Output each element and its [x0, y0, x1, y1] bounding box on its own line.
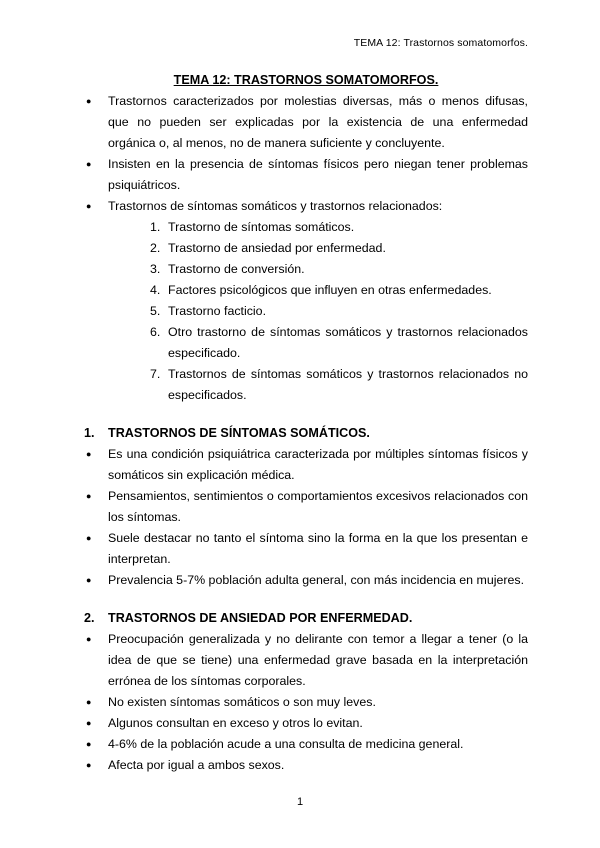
numbered-item	[144, 238, 528, 259]
list-item: ● 4-6% de la población acude a una consulta de medicina general.	[84, 734, 528, 755]
section-heading	[84, 423, 528, 444]
numbered-item	[144, 217, 528, 238]
item-number: 3.	[150, 262, 161, 276]
item-number: 5.	[150, 304, 161, 318]
item-text: Trastorno facticio.	[168, 304, 267, 318]
section-number: 2.	[84, 611, 95, 625]
list-item: ● Insisten en la presencia de síntomas físicos pero niegan tener problemas psiquiátricos.	[84, 154, 528, 196]
item-number: 2.	[150, 241, 161, 255]
list-item: ● Algunos consultan en exceso y otros lo evitan.	[84, 713, 528, 734]
item-text: Trastorno de conversión.	[168, 262, 305, 276]
numbered-item	[144, 301, 528, 322]
item-text: Otro trastorno de síntomas somáticos y trastornos relacionados especificado.	[168, 325, 528, 360]
numbered-item	[144, 280, 528, 301]
list-item: ● Es una condición psiquiátrica caracterizada por múltiples síntomas físicos y somáticos sin explicación médica.	[84, 444, 528, 486]
list-item: ● Afecta por igual a ambos sexos.	[84, 755, 528, 776]
running-header: TEMA 12: Trastornos somatomorfos.	[353, 37, 528, 49]
item-number: 1.	[150, 220, 161, 234]
item-text: Factores psicológicos que influyen en otras enfermedades.	[168, 283, 492, 297]
section-list	[84, 444, 528, 591]
list-item-text: Trastornos de síntomas somáticos y trastornos relacionados:	[108, 199, 443, 213]
list-item	[84, 196, 528, 406]
section-list	[84, 629, 528, 776]
page-number: 1	[296, 796, 304, 808]
numbered-item	[144, 259, 528, 280]
item-text: Trastorno de síntomas somáticos.	[168, 220, 355, 234]
list-item: ● Preocupación generalizada y no delirante con temor a llegar a tener (o la idea de que se tiene) una enfermedad grave basada en la interpretación errónea de los síntomas corporales.	[84, 629, 528, 692]
intro-list	[84, 91, 528, 406]
section-title: TRASTORNOS DE ANSIEDAD POR ENFERMEDAD.	[108, 611, 413, 625]
item-number: 7.	[150, 367, 161, 381]
item-number: 4.	[150, 283, 161, 297]
list-item: ● Suele destacar no tanto el síntoma sino la forma en la que los presentan e interpretan.	[84, 528, 528, 570]
list-item: ● Prevalencia 5-7% población adulta general, con más incidencia en mujeres.	[84, 570, 528, 591]
section-title: TRASTORNOS DE SÍNTOMAS SOMÁTICOS.	[108, 426, 370, 440]
document-title: TEMA 12: TRASTORNOS SOMATOMORFOS.	[173, 73, 439, 87]
list-item: ● Trastornos caracterizados por molestias diversas, más o menos difusas, que no pueden ser explicadas por la existencia de una enfermedad orgánica o, al menos, no de manera suficiente y concluyente.	[84, 91, 528, 154]
numbered-item	[144, 322, 528, 364]
item-text: Trastorno de ansiedad por enfermedad.	[168, 241, 386, 255]
document-body	[84, 70, 528, 776]
item-number: 6.	[150, 325, 161, 339]
section-number: 1.	[84, 426, 95, 440]
item-text: Trastornos de síntomas somáticos y trastornos relacionados no especificados.	[168, 367, 528, 402]
classification-list	[108, 217, 528, 406]
list-item: ● Pensamientos, sentimientos o comportamientos excesivos relacionados con los síntomas.	[84, 486, 528, 528]
numbered-item	[144, 364, 528, 406]
list-item: ● No existen síntomas somáticos o son muy leves.	[84, 692, 528, 713]
section-heading	[84, 608, 528, 629]
